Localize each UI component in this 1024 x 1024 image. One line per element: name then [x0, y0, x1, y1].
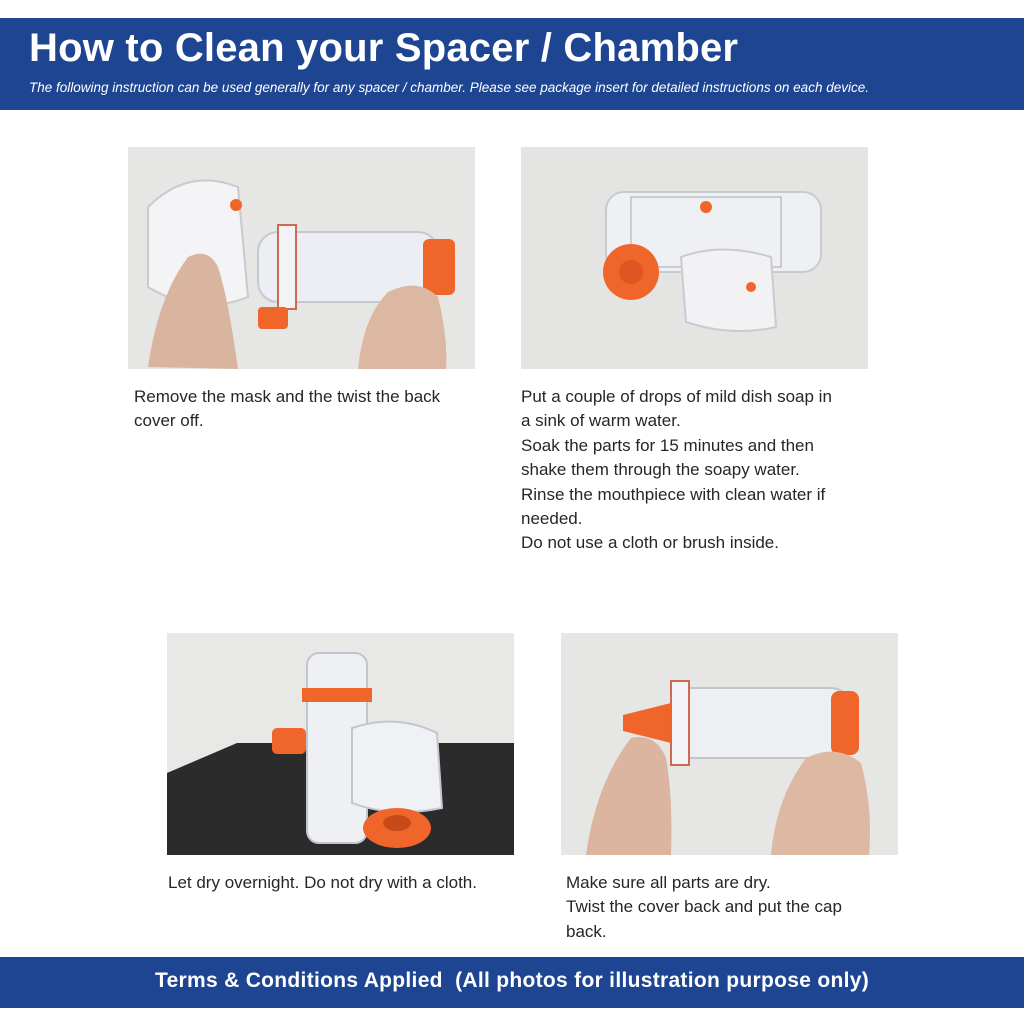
step-4-line-3: back. [566, 921, 607, 941]
step-2-photo [521, 147, 868, 369]
step-1-caption [134, 385, 494, 434]
step-4-line-1: Make sure all parts are dry. [566, 873, 771, 892]
step-2-caption [521, 385, 891, 556]
step-2-line-3: Soak the parts for 15 minutes and then [521, 435, 814, 455]
page-header [0, 18, 1024, 110]
step-3-photo [167, 633, 514, 855]
step-1-line-2: cover off. [134, 411, 204, 431]
step-4-photo [561, 633, 898, 855]
step-1-photo [128, 147, 475, 369]
step-2-line-1: Put a couple of drops of mild dish soap in [521, 387, 832, 406]
step-2-line-7: Do not use a cloth or brush inside. [521, 533, 779, 553]
step-2-line-5: Rinse the mouthpiece with clean water if [521, 484, 826, 504]
step-2-line-4: shake them through the soapy water. [521, 460, 800, 480]
page-subtitle: The following instruction can be used generally for any spacer / chamber. Please see package insert for detailed instructions on each device. [29, 80, 869, 95]
step-3-line-1: Let dry overnight. Do not dry with a cloth. [168, 873, 477, 892]
step-4-line-2: Twist the cover back and put the cap [566, 897, 842, 917]
step-3-caption [168, 871, 528, 895]
page-title: How to Clean your Spacer / Chamber [29, 26, 739, 70]
step-2-line-6: needed. [521, 509, 583, 529]
footer-text: Terms & Conditions Applied (All photos for illustration purpose only) [155, 969, 869, 992]
step-1-line-1: Remove the mask and the twist the back [134, 387, 441, 406]
page-footer [0, 957, 1024, 1008]
step-2-line-2: a sink of warm water. [521, 411, 681, 431]
step-4-caption [566, 871, 926, 944]
